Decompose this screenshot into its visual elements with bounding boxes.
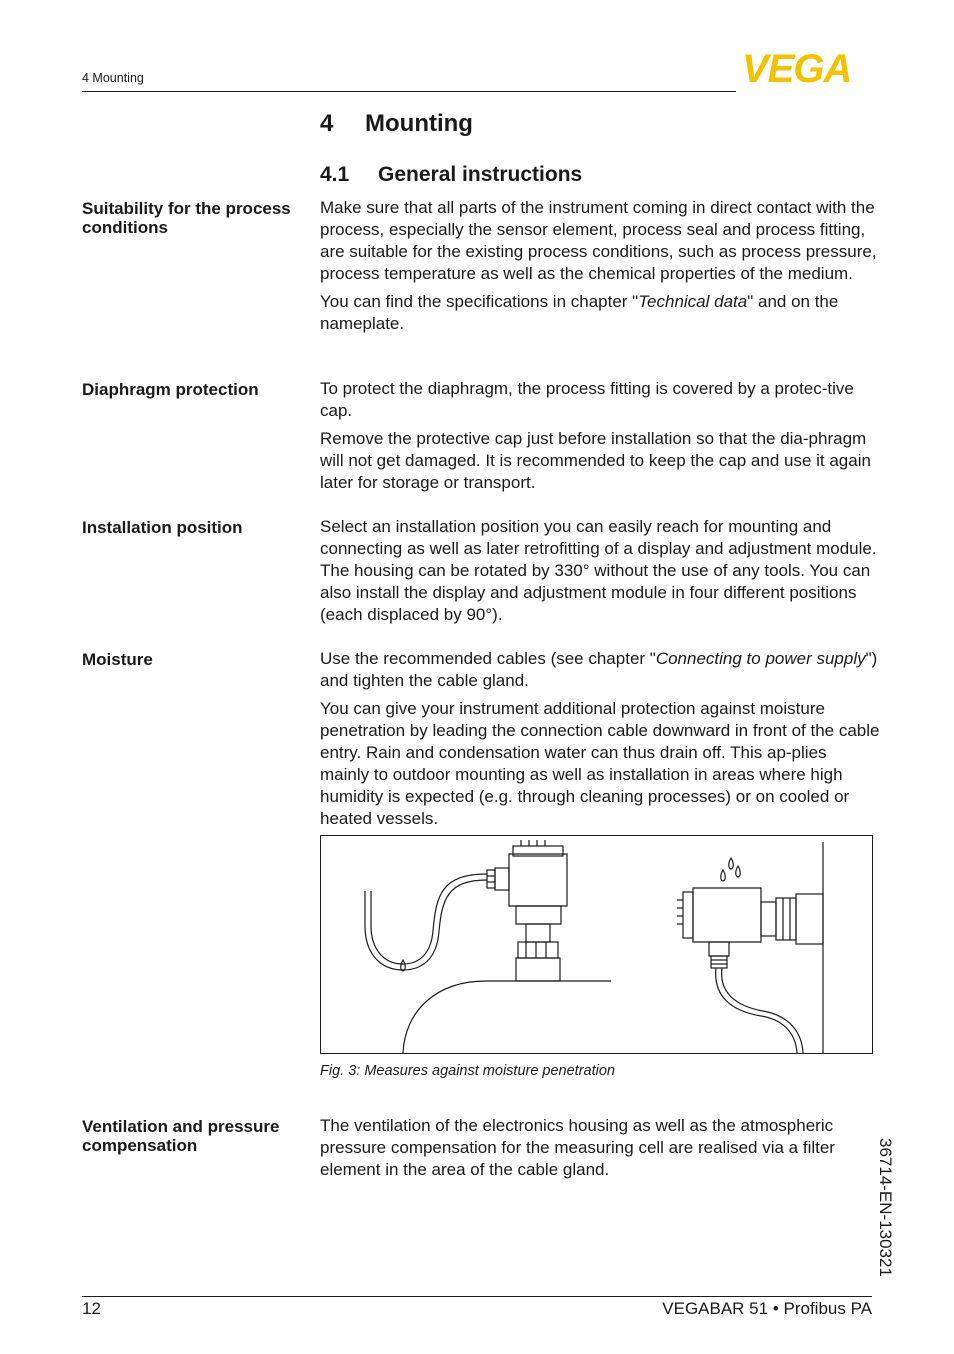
installation-paragraph-1: Select an installation position you can easily reach for mounting and connecting as well as later retrofitting of a display and adjustment module. The housing can be rotated by 330° without the use of any tools. You can also install the display and adjustment module in four different positions (each displaced by 90°). bbox=[320, 517, 877, 624]
block-diaphragm bbox=[320, 378, 880, 494]
water-drop-left bbox=[401, 960, 406, 971]
cable-left-outer bbox=[371, 874, 487, 964]
header-section-label: 4 Mounting bbox=[82, 71, 144, 85]
water-drop-right-3 bbox=[736, 866, 741, 877]
link-connecting-power-supply: Connecting to power supply bbox=[655, 649, 866, 668]
ventilation-paragraph-1: The ventilation of the electronics housing as well as the atmospheric pressure compensation for the measuring cell are realised via a filter element in the area of the cable gland. bbox=[320, 1116, 835, 1179]
cable-gland-left bbox=[495, 868, 509, 890]
cable-right-outer bbox=[716, 968, 797, 1053]
section-title: General instructions bbox=[378, 163, 583, 186]
diaphragm-paragraph-2: Remove the protective cap just before installation so that the dia-phragm will not get damaged. It is recommended to keep the cap and use it again later for storage or transport. bbox=[320, 429, 871, 492]
section-heading bbox=[320, 163, 582, 187]
water-drop-right-1 bbox=[729, 858, 734, 869]
vega-logo-text: VEGA bbox=[742, 50, 852, 86]
block-moisture bbox=[320, 648, 880, 830]
chapter-number: 4 bbox=[320, 110, 334, 137]
cable-right-inner bbox=[722, 968, 803, 1053]
document-id: 36714-EN-130321 bbox=[876, 1138, 895, 1277]
figure-moisture-measures bbox=[320, 835, 873, 1054]
vessel-outline bbox=[403, 981, 611, 1053]
vega-logo bbox=[740, 50, 874, 86]
label-ventilation: Ventilation and pressure compensation bbox=[82, 1117, 280, 1155]
label-diaphragm: Diaphragm protection bbox=[82, 380, 259, 399]
moisture-paragraph-1: Use the recommended cables (see chapter "Connecting to power supply") and tighten the cable gland. bbox=[320, 649, 878, 690]
link-technical-data: Technical data bbox=[638, 292, 748, 311]
product-name: VEGABAR 51 • Profibus PA bbox=[662, 1299, 872, 1318]
footer-rule bbox=[82, 1296, 872, 1297]
moisture-illustration bbox=[321, 836, 872, 1053]
label-moisture: Moisture bbox=[82, 650, 153, 669]
chapter-heading bbox=[320, 110, 473, 138]
sensor-housing bbox=[509, 854, 567, 906]
moisture-paragraph-2: You can give your instrument additional protection against moisture penetration by leading the connection cable downward in front of the cable entry. Rain and condensation water can thus drain off. This ap-plies mainly to outdoor mounting as well as installation in areas where high humidity is expected (e.g. through cleaning processes) or on cooled or heated vessels. bbox=[320, 699, 880, 828]
label-installation: Installation position bbox=[82, 518, 243, 537]
block-installation bbox=[320, 516, 880, 626]
label-suitability: Suitability for the process conditions bbox=[82, 199, 291, 237]
block-ventilation bbox=[320, 1115, 880, 1181]
header-rule bbox=[82, 91, 736, 92]
process-fitting bbox=[516, 958, 560, 981]
wall-fitting bbox=[796, 894, 823, 944]
sensor-housing-right bbox=[693, 888, 761, 942]
water-drop-right-2 bbox=[721, 870, 726, 881]
page-number: 12 bbox=[82, 1299, 101, 1318]
figure-caption: Fig. 3: Measures against moisture penetration bbox=[320, 1063, 615, 1079]
suitability-paragraph-1: Make sure that all parts of the instrument coming in direct contact with the process, especially the sensor element, process seal and process fitting, are suitable for the existing process conditions, such as process pressure, process temperature as well as the chemical properties of the medium. bbox=[320, 198, 877, 283]
diaphragm-paragraph-1: To protect the diaphragm, the process fitting is covered by a protec-tive cap. bbox=[320, 379, 854, 420]
section-number: 4.1 bbox=[320, 163, 350, 186]
cable-gland-right bbox=[709, 942, 729, 956]
suitability-paragraph-2: You can find the specifications in chapter "Technical data" and on the nameplate. bbox=[320, 292, 839, 333]
chapter-title: Mounting bbox=[365, 110, 473, 137]
block-suitability bbox=[320, 197, 880, 335]
